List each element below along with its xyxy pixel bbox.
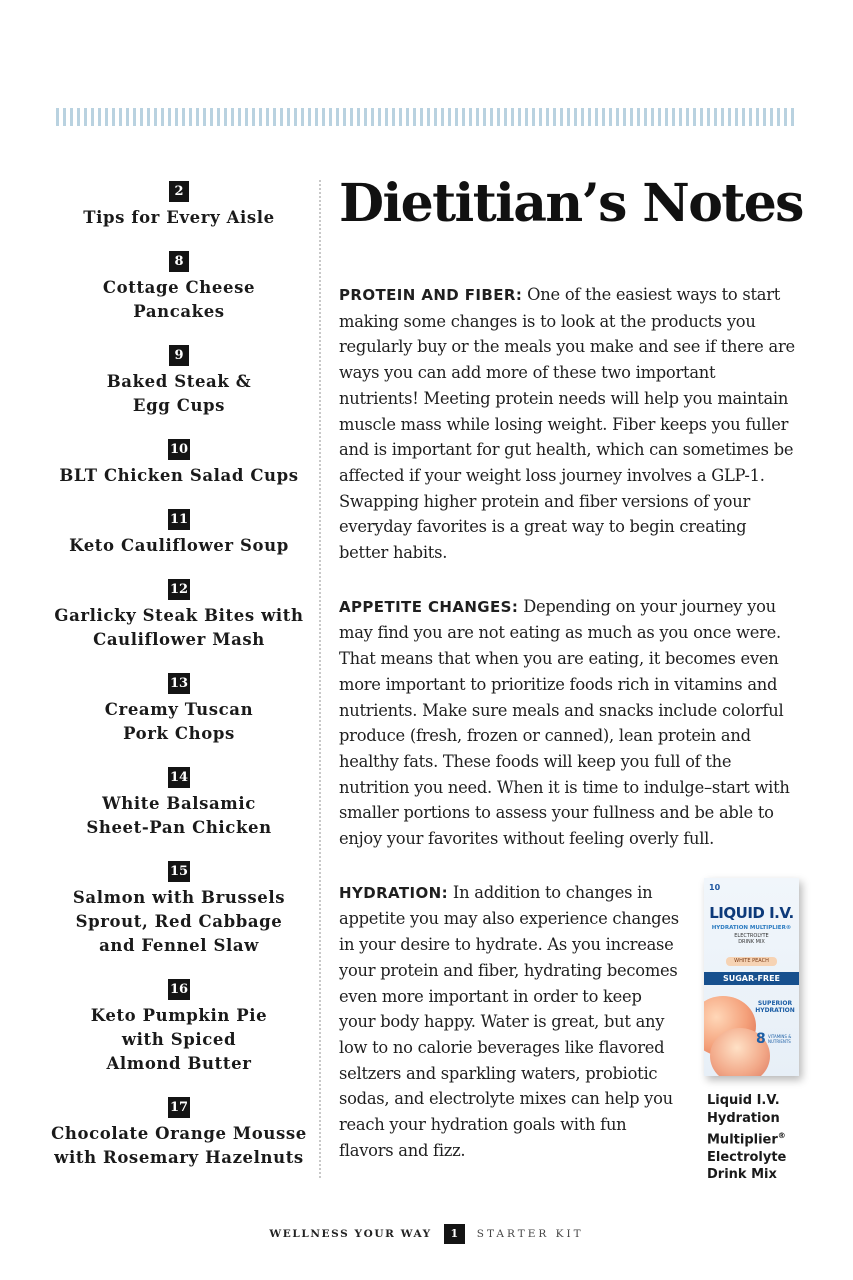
toc-page-number: 17 <box>168 1097 190 1118</box>
toc-title: BLT Chicken Salad Cups <box>59 466 299 485</box>
toc-page-number: 2 <box>169 181 189 202</box>
toc-title: Garlicky Steak Bites with Cauliflower Mash <box>54 606 304 649</box>
toc-page-number: 10 <box>168 439 190 460</box>
table-of-contents <box>50 180 308 1190</box>
toc-title: Keto Pumpkin Pie with Spiced Almond Butter <box>90 1006 268 1073</box>
section-text: One of the easiest ways to start making some changes is to look at the products you regularly buy or the meals you make and see if there are ways you can add more of these two important nutrients! Meeting protein needs will help you maintain muscle mass while losing weight. Fiber keeps you fuller and is important for gut health, which can sometimes be affected if your weight loss journey involves a GLP-1. Swapping higher protein and fiber versions of your everyday favorites is a great way to begin creating better habits. <box>339 285 795 563</box>
toc-item-garlicky-steak-bites[interactable] <box>50 578 308 652</box>
section-label: PROTEIN AND FIBER: <box>339 286 523 304</box>
toc-item-blt-chicken-salad-cups[interactable] <box>50 438 308 488</box>
toc-title: Chocolate Orange Mousse with Rosemary Hazelnuts <box>51 1124 307 1167</box>
toc-item-keto-pumpkin-pie[interactable] <box>50 978 308 1076</box>
toc-page-number: 14 <box>168 767 190 788</box>
footer-page-number: 1 <box>444 1224 465 1244</box>
toc-item-tips[interactable] <box>50 180 308 230</box>
toc-item-white-balsamic-chicken[interactable] <box>50 766 308 840</box>
protein-fiber-paragraph <box>339 282 799 566</box>
toc-title: Cottage Cheese Pancakes <box>102 278 256 321</box>
product-flavor: WHITE PEACH <box>726 957 777 966</box>
caption-text: Electrolyte Drink Mix <box>707 1149 787 1183</box>
toc-page-number: 16 <box>168 979 190 1000</box>
product-claim: SUPERIOR HYDRATION <box>755 1000 795 1014</box>
product-line: HYDRATION MULTIPLIER® <box>711 925 792 931</box>
footer-title: WELLNESS YOUR WAY <box>269 1228 432 1240</box>
toc-item-baked-steak-egg-cups[interactable] <box>50 344 308 418</box>
product-caption <box>707 1092 817 1184</box>
toc-title: White Balsamic Sheet-Pan Chicken <box>86 794 272 837</box>
product-subtitle: ELECTROLYTE DRINK MIX <box>734 933 769 945</box>
product-count: 10 <box>709 883 721 892</box>
toc-page-number: 11 <box>168 509 190 530</box>
toc-title: Creamy Tuscan Pork Chops <box>104 700 254 743</box>
toc-page-number: 12 <box>168 579 190 600</box>
section-text: In addition to changes in appetite you may also experience changes in your desire to hydrate. As you increase your protein and fiber, hydrating becomes even more important in order to keep your body happy. Water is great, but any low to no calorie beverages like flavored seltzers and sparkling waters, probiotic sodas, and electrolyte mixes can help you reach your hydration goals with fun flavors and fizz. <box>339 882 679 1160</box>
page-title: Dietitian’s Notes <box>339 173 803 234</box>
toc-item-creamy-tuscan-pork-chops[interactable] <box>50 672 308 746</box>
toc-page-number: 9 <box>169 345 189 366</box>
decorative-stripe <box>56 108 798 126</box>
toc-page-number: 8 <box>169 251 189 272</box>
hydration-paragraph <box>339 880 679 1164</box>
appetite-changes-paragraph <box>339 594 799 852</box>
product-brand: LIQUID I.V. <box>709 904 794 922</box>
toc-title: Keto Cauliflower Soup <box>69 536 289 555</box>
section-label: APPETITE CHANGES: <box>339 597 519 616</box>
footer-subtitle: STARTER KIT <box>476 1228 584 1240</box>
toc-item-cottage-cheese-pancakes[interactable] <box>50 250 308 324</box>
dotted-divider <box>319 180 321 1178</box>
toc-page-number: 13 <box>168 673 190 694</box>
toc-page-number: 15 <box>168 861 190 882</box>
toc-title: Tips for Every Aisle <box>83 208 275 227</box>
toc-title: Salmon with Brussels Sprout, Red Cabbage and Fennel Slaw <box>72 888 286 955</box>
product-vitamin-label: VITAMINS & NUTRIENTS <box>768 1034 792 1044</box>
product-vitamin-count: 8 <box>756 1031 766 1047</box>
caption-text: Liquid I.V. Hydration Multiplier <box>707 1093 780 1148</box>
toc-item-salmon-brussels-sprout[interactable] <box>50 860 308 958</box>
product-band: SUGAR-FREE <box>704 972 799 985</box>
page-footer <box>0 1223 853 1245</box>
registered-mark: ® <box>777 1131 786 1140</box>
toc-item-chocolate-orange-mousse[interactable] <box>50 1096 308 1170</box>
section-label: HYDRATION: <box>339 883 448 902</box>
section-text: Depending on your journey you may find you are not eating as much as you once were. That means that when you are eating, it becomes even more important to prioritize foods rich in vitamins and nutrients. Make sure meals and snacks include colorful produce (fresh, frozen or canned), lean protein and healthy fats. These foods will keep you full of the nutrition you need. When it is time to indulge–start with smaller portions to assess your fullness and be able to enjoy your favorites without feeling overly full. <box>339 596 790 849</box>
toc-item-keto-cauliflower-soup[interactable] <box>50 508 308 558</box>
product-image-liquid-iv <box>704 878 799 1076</box>
toc-title: Baked Steak & Egg Cups <box>106 372 252 415</box>
